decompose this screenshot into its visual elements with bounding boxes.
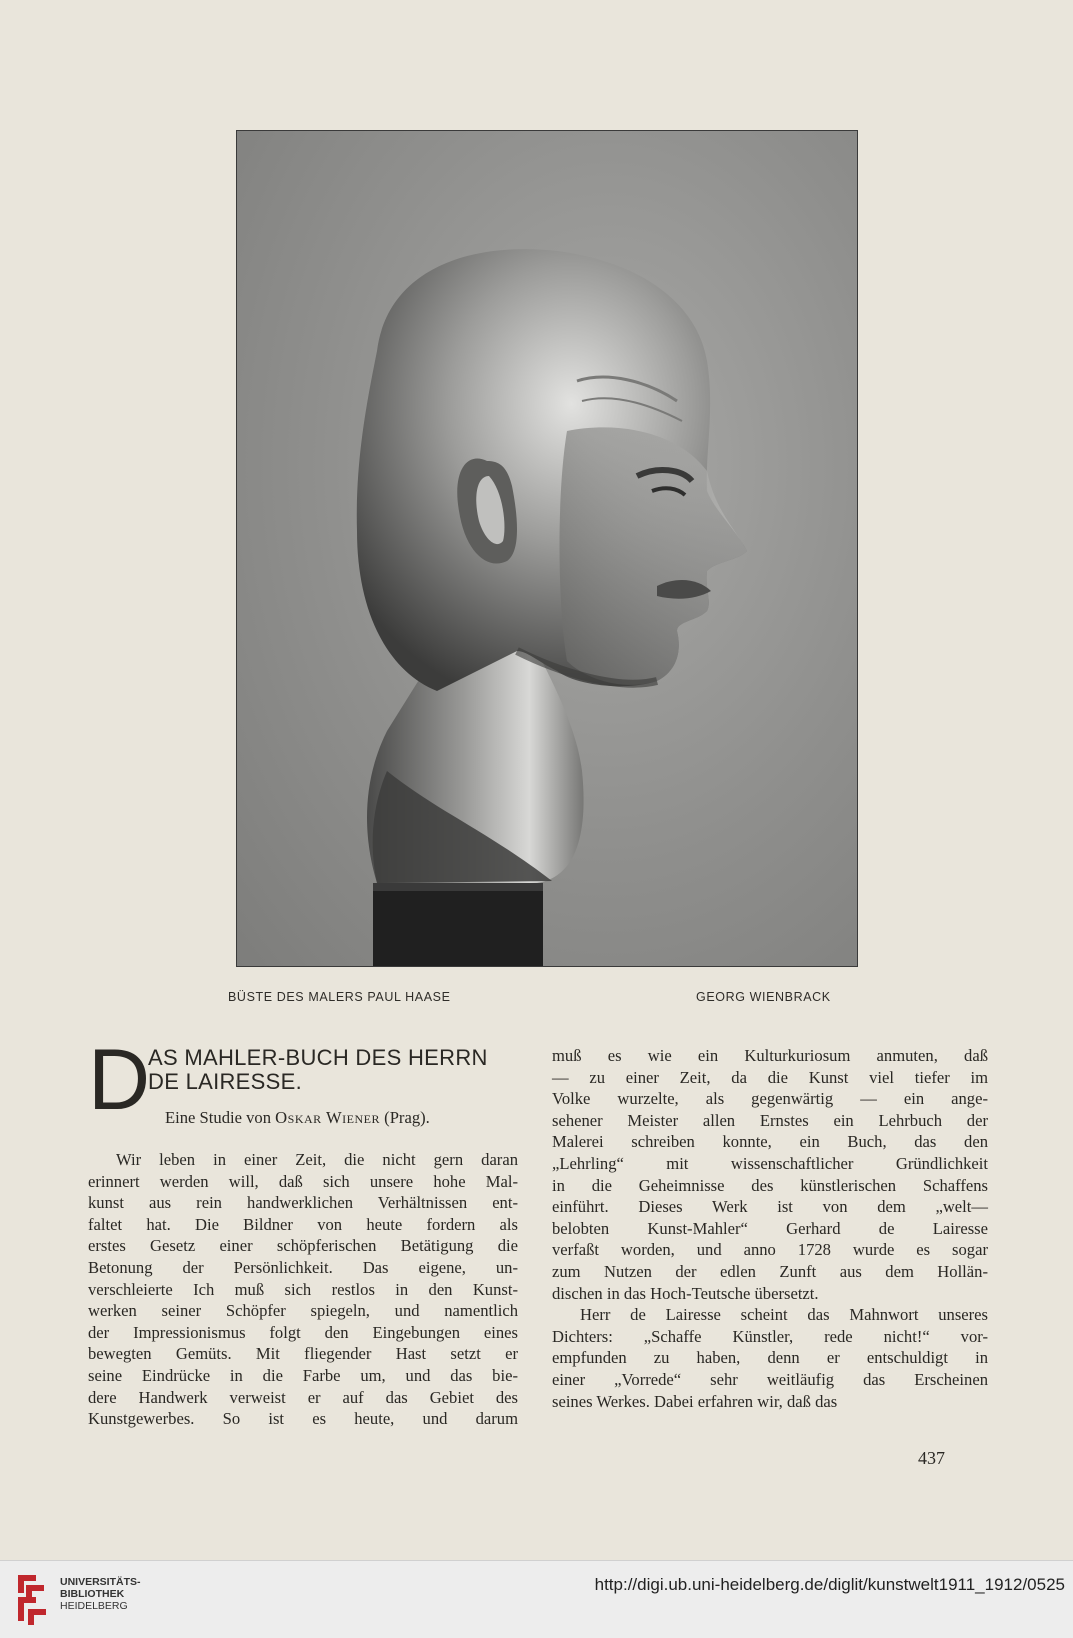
text-line: werken seiner Schöpfer spiegeln, und namentlich: [88, 1301, 518, 1321]
text-line: der Impressionismus folgt den Eingebungen eines: [88, 1322, 518, 1342]
text-line: muß es wie ein Kulturkuriosum anmuten, daß: [552, 1046, 988, 1065]
text-line: in die Geheimnisse des künstlerischen Schaffens: [552, 1175, 988, 1195]
article-subtitle: [165, 1107, 430, 1129]
text-line: Kunstgewerbes. So ist es heute, und darum: [88, 1409, 518, 1429]
library-logo-icon: [12, 1571, 52, 1627]
right-paragraphs: [552, 1045, 988, 1412]
text-line: einführt. Dieses Werk ist von dem „welt—: [552, 1197, 988, 1217]
text-line: erstes Gesetz einer schöpferischen Betätigung die: [88, 1236, 518, 1256]
subtitle-prefix: Eine Studie von: [165, 1108, 272, 1127]
article-left-column: [88, 1032, 518, 1430]
text-line: — zu einer Zeit, da die Kunst viel tiefer im: [552, 1067, 988, 1087]
title-line-1: AS MAHLER-BUCH DES HERRN: [148, 1045, 488, 1070]
library-name-line-3: HEIDELBERG: [60, 1600, 128, 1612]
text-line: kunst aus rein handwerklichen Verhältnissen ent-: [88, 1193, 518, 1213]
text-line: faltet hat. Die Bildner von heute fordern als: [88, 1214, 518, 1234]
text-line: „Lehrling“ mit wissenschaftlicher Gründlichkeit: [552, 1153, 988, 1173]
text-line: verfaßt worden, und anno 1728 wurde es sogar: [552, 1240, 988, 1260]
text-line: empfunden zu haben, denn er entschuldigt in: [552, 1348, 988, 1368]
caption-title: BÜSTE DES MALERS PAUL HAASE: [228, 990, 451, 1004]
text-line: Malerei schreiben konnte, ein Buch, das den: [552, 1132, 988, 1152]
text-line: verschleierte Ich muß sich restlos in den Kunst-: [88, 1279, 518, 1299]
subtitle-suffix: (Prag).: [384, 1108, 430, 1127]
text-line: dere Handwerk verweist er auf das Gebiet des: [88, 1387, 518, 1407]
text-line: einer „Vorrede“ sehr weitläufig das Erscheinen: [552, 1369, 988, 1389]
article-heading: [88, 1032, 518, 1149]
caption-artist: GEORG WIENBRACK: [696, 990, 831, 1004]
page-number: 437: [918, 1448, 945, 1468]
text-line: dischen in das Hoch-Teutsche übersetzt.: [552, 1283, 819, 1303]
dropcap-letter: D: [88, 1032, 151, 1128]
text-line: Betonung der Persönlichkeit. Das eigene, un-: [88, 1257, 518, 1277]
library-name-line-1: UNIVERSITÄTS-: [60, 1576, 141, 1588]
text-line: seines Werkes. Dabei erfahren wir, daß das: [552, 1391, 838, 1411]
text-line: zum Nutzen der edlen Zunft aus dem Hollän-: [552, 1261, 988, 1281]
bust-illustration: [237, 131, 858, 967]
text-line: Herr de Lairesse scheint das Mahnwort unseres: [580, 1305, 988, 1325]
title-line-2: DE LAIRESSE.: [148, 1069, 302, 1094]
text-line: erinnert werden will, daß sich unsere hohe Mal-: [88, 1171, 518, 1191]
library-footer-bar: [0, 1560, 1073, 1638]
source-url-link[interactable]: http://digi.ub.uni-heidelberg.de/diglit/kunstwelt1911_1912/0525: [594, 1575, 1065, 1594]
author-name: Oskar Wiener: [275, 1108, 381, 1127]
left-paragraph: [88, 1149, 518, 1430]
text-line: bewegten Gemüts. Mit fliegender Hast setzt er: [88, 1344, 518, 1364]
library-name: [60, 1576, 141, 1612]
text-line: Dichters: „Schaffe Künstler, rede nicht!“ vor-: [552, 1326, 988, 1346]
text-line: belobten Kunst-Mahler“ Gerhard de Lairesse: [552, 1218, 988, 1238]
text-line: seine Eindrücke in die Farbe um, und das bie-: [88, 1365, 518, 1385]
library-name-line-2: BIBLIOTHEK: [60, 1588, 125, 1600]
text-line: sehener Meister allen Ernstes ein Lehrbuch der: [552, 1110, 988, 1130]
text-line: Volke wurzelte, als gegenwärtig — ein ange-: [552, 1089, 988, 1109]
text-line: Wir leben in einer Zeit, die nicht gern daran: [116, 1150, 518, 1169]
article-right-column: [552, 1045, 988, 1412]
bust-photograph: [236, 130, 858, 967]
